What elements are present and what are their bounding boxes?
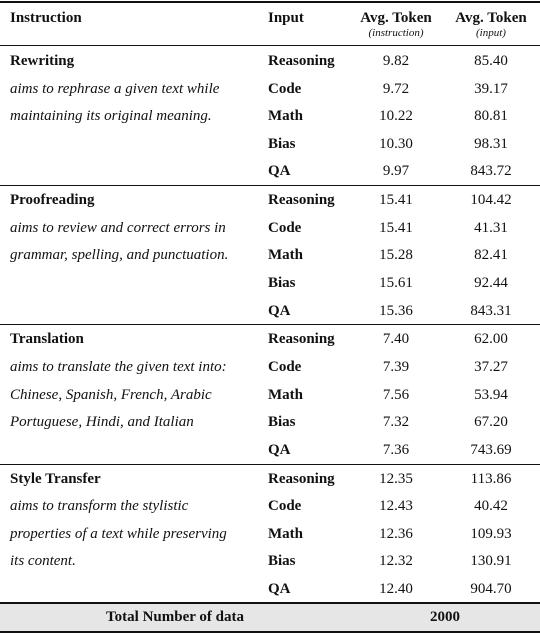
group-description-line: aims to review and correct errors in (10, 219, 226, 236)
row-avg-input: 41.31 (474, 219, 508, 236)
group-name: Proofreading (10, 192, 95, 209)
group-description-line: maintaining its original meaning. (10, 108, 212, 125)
row-input: QA (268, 302, 291, 319)
row-avg-input: 62.00 (474, 331, 508, 348)
row-avg-instruction: 12.43 (379, 498, 413, 515)
header-avg-instruction-label: Avg. Token (360, 10, 432, 26)
row-input: Reasoning (268, 331, 335, 348)
row-input: Code (268, 80, 302, 97)
row-avg-instruction: 12.35 (379, 470, 413, 487)
row-avg-input: 843.31 (470, 302, 512, 319)
row-input: Math (268, 386, 303, 403)
row-input: QA (268, 163, 291, 180)
total-label: Total Number of data (106, 609, 244, 625)
row-input: Code (268, 219, 302, 236)
group-name: Rewriting (10, 53, 75, 69)
total-rule (0, 602, 540, 604)
row-avg-instruction: 7.40 (382, 331, 410, 348)
row-input: Code (268, 498, 302, 515)
row-avg-input: 98.31 (474, 135, 508, 152)
row-avg-instruction: 7.32 (382, 414, 410, 431)
row-avg-input: 104.42 (470, 192, 512, 209)
row-avg-instruction: 15.36 (379, 302, 413, 319)
group-rule (0, 324, 540, 325)
group-description-line: aims to rephrase a given text while (10, 80, 220, 97)
row-avg-input: 37.27 (474, 359, 508, 375)
row-avg-input: 843.72 (470, 163, 512, 180)
row-avg-input: 743.69 (470, 441, 512, 458)
row-avg-instruction: 9.72 (382, 80, 410, 97)
header-avg-input-label: Avg. Token (455, 10, 527, 26)
row-avg-input: 82.41 (474, 247, 508, 264)
row-avg-input: 113.86 (470, 470, 512, 487)
row-avg-input: 40.42 (474, 498, 508, 515)
row-avg-instruction: 12.40 (379, 581, 413, 597)
header-avg-instruction (350, 10, 442, 40)
row-avg-instruction: 9.97 (382, 163, 410, 180)
row-input: Reasoning (268, 192, 335, 209)
row-avg-instruction: 12.32 (379, 553, 413, 570)
row-avg-input: 109.93 (470, 525, 512, 542)
row-avg-instruction: 15.41 (379, 192, 413, 209)
bottom-rule (0, 631, 540, 633)
group-rule (0, 185, 540, 186)
header-instruction: Instruction (10, 10, 82, 26)
row-input: Bias (268, 135, 296, 152)
row-avg-input: 130.91 (470, 553, 512, 570)
row-input: Math (268, 108, 303, 125)
row-avg-instruction: 10.22 (379, 108, 413, 125)
row-input: QA (268, 581, 291, 597)
row-avg-instruction: 10.30 (379, 135, 413, 152)
group-description-line: its content. (10, 553, 76, 570)
row-input: Bias (268, 553, 296, 570)
group-description-line: Chinese, Spanish, French, Arabic (10, 386, 212, 403)
row-avg-instruction: 9.82 (382, 53, 410, 69)
total-value: 2000 (430, 609, 460, 625)
row-avg-input: 39.17 (474, 80, 508, 97)
header-avg-input (445, 10, 537, 40)
row-avg-instruction: 12.36 (379, 525, 413, 542)
header-avg-instruction-sub: (instruction) (368, 27, 424, 39)
group-rule (0, 464, 540, 465)
row-avg-instruction: 15.61 (379, 275, 413, 291)
row-avg-input: 85.40 (474, 53, 508, 69)
row-input: QA (268, 441, 291, 458)
group-description-line: grammar, spelling, and punctuation. (10, 247, 229, 264)
group-description-line: Portuguese, Hindi, and Italian (10, 414, 194, 431)
row-input: Math (268, 247, 303, 264)
row-avg-instruction: 7.36 (382, 441, 410, 458)
header-input: Input (268, 10, 304, 26)
row-avg-instruction: 15.28 (379, 247, 413, 264)
group-description-line: aims to translate the given text into: (10, 359, 227, 375)
row-avg-input: 53.94 (474, 386, 508, 403)
row-input: Code (268, 359, 302, 375)
row-avg-input: 92.44 (474, 275, 508, 291)
row-avg-instruction: 7.39 (382, 359, 410, 375)
row-avg-input: 80.81 (474, 108, 508, 125)
group-name: Style Transfer (10, 470, 101, 487)
group-name: Translation (10, 331, 84, 348)
row-avg-input: 904.70 (470, 581, 512, 597)
group-description-line: properties of a text while preserving (10, 525, 227, 542)
group-description-line: aims to transform the stylistic (10, 498, 189, 515)
row-avg-instruction: 15.41 (379, 219, 413, 236)
header-rule (0, 45, 540, 46)
row-input: Bias (268, 414, 296, 431)
row-input: Reasoning (268, 470, 335, 487)
header-avg-input-sub: (input) (476, 27, 506, 39)
row-input: Reasoning (268, 53, 335, 69)
top-rule (0, 1, 540, 3)
row-avg-input: 67.20 (474, 414, 508, 431)
row-input: Bias (268, 275, 296, 291)
row-input: Math (268, 525, 303, 542)
row-avg-instruction: 7.56 (382, 386, 410, 403)
